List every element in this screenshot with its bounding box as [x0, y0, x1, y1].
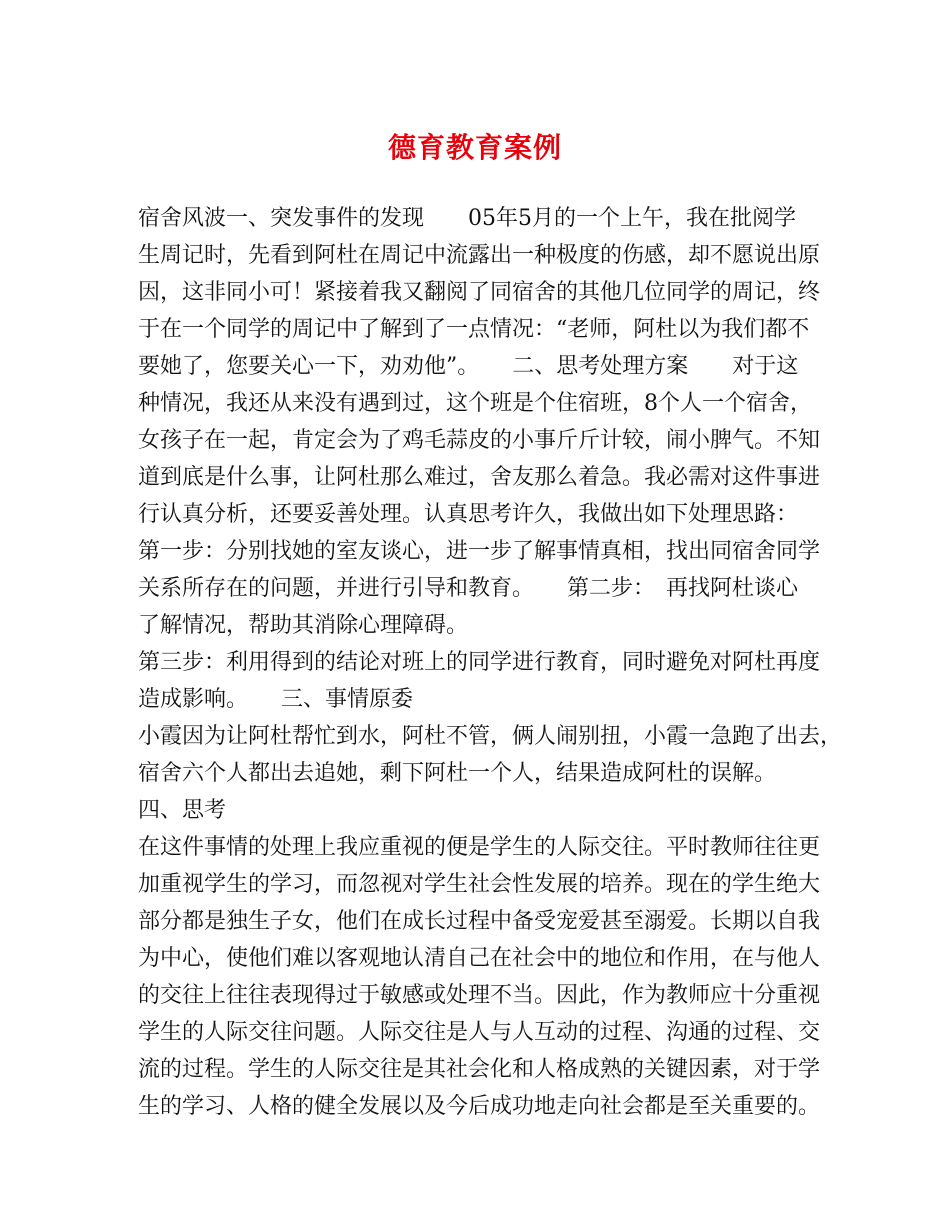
document-title: 德育教育案例: [387, 131, 562, 164]
text-line: 为中心，使他们难以客观地认清自己在社会中的地位和作用，在与他人: [138, 946, 821, 971]
text-line: 在这件事情的处理上我应重视的便是学生的人际交往。平时教师往往更: [138, 835, 821, 860]
text-line: 因，这非同小可！紧接着我又翻阅了同宿舍的其他几位同学的周记，终: [138, 280, 821, 305]
text-line: 要她了，您要关心一下，劝劝他”。 二、思考处理方案 对于这: [138, 354, 799, 379]
text-line: 第三步：利用得到的结论对班上的同学进行教育，同时避免对阿杜再度: [138, 650, 821, 675]
text-line: 造成影响。 三、事情原委: [138, 687, 414, 712]
text-line: 关系所存在的问题，并进行引导和教育。 第二步： 再找阿杜谈心: [138, 576, 799, 601]
text-line: 种情况，我还从来没有遇到过，这个班是个住宿班，8个人一个宿舍，: [138, 391, 812, 416]
text-line: 于在一个同学的周记中了解到了一点情况：“老师，阿杜以为我们都不: [138, 317, 810, 342]
text-line: 加重视学生的学习，而忽视对学生社会性发展的培养。现在的学生绝大: [138, 872, 821, 897]
text-line: 行认真分析，还要妥善处理。认真思考许久，我做出如下处理思路：: [138, 502, 799, 527]
text-line: 的交往上往往表现得过于敏感或处理不当。因此，作为教师应十分重视: [138, 983, 821, 1008]
text-line: 部分都是独生子女，他们在成长过程中备受宠爱甚至溺爱。长期以自我: [138, 909, 821, 934]
text-line: 了解情况，帮助其消除心理障碍。: [138, 613, 469, 638]
text-line: 学生的人际交往问题。人际交往是人与人互动的过程、沟通的过程、交: [138, 1020, 821, 1045]
text-line: 道到底是什么事，让阿杜那么难过，舍友那么着急。我必需对这件事进: [138, 465, 821, 490]
document-body: [138, 200, 843, 1125]
text-line: 宿舍风波一、突发事件的发现 05年5月的一个上午，我在批阅学: [138, 206, 796, 231]
text-line: 女孩子在一起，肯定会为了鸡毛蒜皮的小事斤斤计较，闹小脾气。不知: [138, 428, 821, 453]
section-heading: 四、思考: [138, 798, 227, 823]
text-line: 宿舍六个人都出去追她，剩下阿杜一个人，结果造成阿杜的误解。: [138, 761, 777, 786]
text-line: 生的学习、人格的健全发展以及今后成功地走向社会都是至关重要的。: [138, 1094, 821, 1119]
text-line: 流的过程。学生的人际交往是其社会化和人格成熟的关键因素，对于学: [138, 1057, 821, 1082]
text-line: 生周记时，先看到阿杜在周记中流露出一种极度的伤感，却不愿说出原: [138, 243, 821, 268]
text-line: 第一步：分别找她的室友谈心，进一步了解事情真相，找出同宿舍同学: [138, 539, 821, 564]
text-line: 小霞因为让阿杜帮忙到水，阿杜不管，俩人闹别扭，小霞一急跑了出去，: [138, 724, 843, 749]
